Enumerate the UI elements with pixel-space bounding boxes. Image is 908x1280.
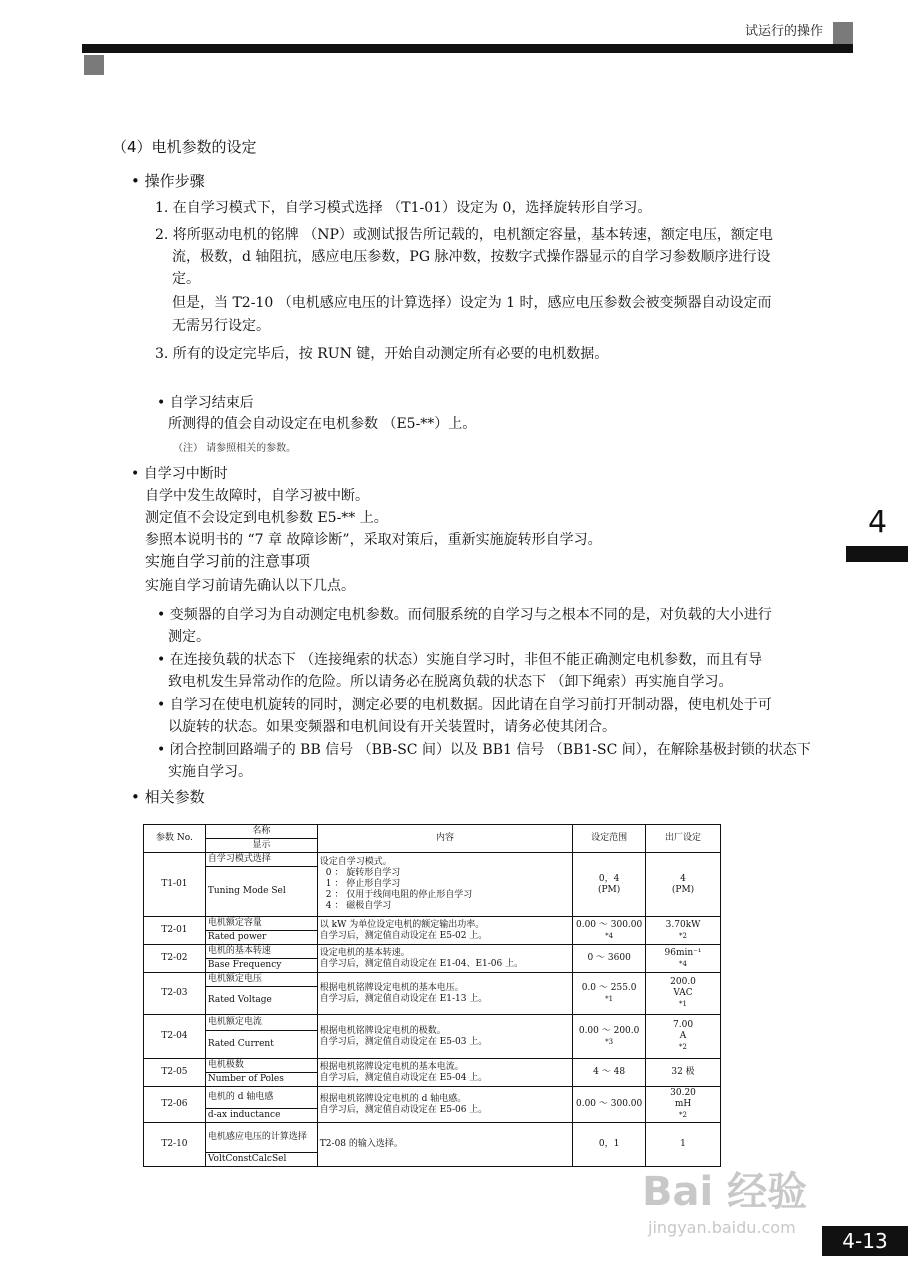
step-2-line: 但是，当 T2-10 （电机感应电压的计算选择）设定为 1 时，感应电压参数会被变频器自动设定而 [172, 295, 772, 311]
param-display: Rated Voltage [205, 987, 317, 1015]
after-text: 所测得的值会自动设定在电机参数 （E5-**）上。 [168, 416, 477, 432]
param-range: 4 ～ 48 [573, 1059, 646, 1087]
param-name: 电机额定电压 [205, 973, 317, 987]
param-content: 根据电机铭牌设定电机的 d 轴电感。 自学习后，测定值自动设定在 E5-06 上。 [317, 1087, 572, 1123]
param-range: 0，1 [573, 1123, 646, 1167]
param-default: 32 极 [646, 1059, 721, 1087]
param-name: 电机感应电压的计算选择 [205, 1123, 317, 1153]
after-note: （注） 请参照相关的参数。 [173, 443, 297, 454]
header-marker-left [84, 55, 104, 75]
chapter-number: 4 [868, 505, 888, 540]
step-2-line: 2. 将所驱动电机的铭牌 （NP）或测试报告所记载的，电机额定容量，基本转速，额定电压，额定电 [155, 227, 773, 243]
running-header: 试运行的操作 [744, 24, 823, 39]
param-content: T2-08 的输入选择。 [317, 1123, 572, 1167]
param-name: 自学习模式选择 [205, 853, 317, 867]
param-no: T1-01 [144, 853, 206, 917]
param-display: Number of Poles [205, 1073, 317, 1087]
param-default: 4 (PM) [646, 853, 721, 917]
related-heading: • 相关参数 [131, 788, 205, 806]
param-range: 0.00 ～ 300.00 *4 [573, 917, 646, 945]
note-bullet: • 自学习在使电机旋转的同时，测定必要的电机数据。因此请在自学习前打开制动器，使电机处于可 [157, 697, 772, 713]
param-name: 电机额定容量 [205, 917, 317, 931]
param-content: 设定电机的基本转速。 自学习后，测定值自动设定在 E1-04、E1-06 上。 [317, 945, 572, 973]
step-3: 3. 所有的设定完毕后，按 RUN 键，开始自动测定所有必要的电机数据。 [155, 346, 609, 362]
watermark-url: jingyan.baidu.com [648, 1218, 796, 1237]
param-no: T2-06 [144, 1087, 206, 1123]
param-content: 根据电机铭牌设定电机的基本电压。 自学习后，测定值自动设定在 E1-13 上。 [317, 973, 572, 1015]
header-marker [833, 22, 853, 44]
note-bullet: 以旋转的状态。如果变频器和电机间设有开关装置时，请务必使其闭合。 [168, 719, 616, 735]
param-content: 以 kW 为单位设定电机的额定输出功率。 自学习后，测定值自动设定在 E5-02 上。 [317, 917, 572, 945]
param-range: 0 ～ 3600 [573, 945, 646, 973]
param-default: 3.70kW *2 [646, 917, 721, 945]
param-no: T2-01 [144, 917, 206, 945]
param-display: Tuning Mode Sel [205, 867, 317, 917]
param-no: T2-02 [144, 945, 206, 973]
header-default: 出厂设定 [646, 825, 721, 853]
interrupt-heading: • 自学习中断时 [131, 466, 228, 482]
param-default: 30.20 mH *2 [646, 1087, 721, 1123]
header-content: 内容 [317, 825, 572, 853]
param-display: Rated power [205, 931, 317, 945]
header-rule [82, 44, 853, 53]
after-heading: • 自学习结束后 [157, 395, 254, 411]
header-no: 参数 No. [144, 825, 206, 853]
note-bullet: • 在连接负载的状态下 （连接绳索的状态）实施自学习时，非但不能正确测定电机参数，而且有导 [157, 652, 763, 668]
header-range: 设定范围 [573, 825, 646, 853]
page-number: 4-13 [822, 1226, 908, 1256]
param-no: T2-03 [144, 973, 206, 1015]
param-default: 1 [646, 1123, 721, 1167]
param-display: VoltConstCalcSel [205, 1153, 317, 1167]
steps-heading: • 操作步骤 [131, 172, 205, 190]
note-bullet: • 闭合控制回路端子的 BB 信号 （BB-SC 间）以及 BB1 信号 （BB1-SC 间），在解除基极封锁的状态下 [157, 742, 811, 758]
param-content: 根据电机铭牌设定电机的极数。 自学习后，测定值自动设定在 E5-03 上。 [317, 1015, 572, 1059]
parameter-table [143, 824, 721, 1167]
note-bullet: • 变频器的自学习为自动测定电机参数。而伺服系统的自学习与之根本不同的是，对负载的大小进行 [157, 607, 772, 623]
note-bullet: 实施自学习。 [168, 764, 252, 780]
header-name: 名称 [205, 825, 317, 839]
param-name: 电机额定电流 [205, 1015, 317, 1031]
param-default: 200.0 VAC *1 [646, 973, 721, 1015]
param-display: Base Frequency [205, 959, 317, 973]
chapter-bar [846, 546, 908, 562]
header-display: 显示 [205, 839, 317, 853]
param-no: T2-10 [144, 1123, 206, 1167]
interrupt-line: 自学中发生故障时，自学习被中断。 [145, 488, 369, 504]
step-2-line: 定。 [172, 271, 200, 287]
param-content: 设定自学习模式。 0 ： 旋转形自学习 1 ： 停止形自学习 2 ： 仅用于线间电阻的停止形自学习 4 ： 磁极自学习 [317, 853, 572, 917]
param-no: T2-05 [144, 1059, 206, 1087]
param-range: 0.00 ～ 300.00 [573, 1087, 646, 1123]
notes-heading: 实施自学习前的注意事项 [145, 552, 311, 570]
param-range: 0.00 ～ 200.0 *3 [573, 1015, 646, 1059]
param-no: T2-04 [144, 1015, 206, 1059]
param-default: 7.00 A *2 [646, 1015, 721, 1059]
param-content: 根据电机铭牌设定电机的基本电流。 自学习后，测定值自动设定在 E5-04 上。 [317, 1059, 572, 1087]
step-2-line: 流，极数，d 轴阻抗，感应电压参数，PG 脉冲数，按数字式操作器显示的自学习参数顺序进行设 [172, 249, 771, 265]
step-1: 1. 在自学习模式下，自学习模式选择 （T1-01）设定为 0，选择旋转形自学习。 [155, 200, 652, 216]
note-bullet: 致电机发生异常动作的危险。所以请务必在脱离负载的状态下 （卸下绳索）再实施自学习。 [168, 674, 733, 690]
interrupt-line: 测定值不会设定到电机参数 E5-** 上。 [145, 510, 388, 526]
param-name: 电机的 d 轴电感 [205, 1087, 317, 1109]
param-range: 0，4 (PM) [573, 853, 646, 917]
note-bullet: 测定。 [168, 629, 210, 645]
section-title: （4）电机参数的设定 [112, 138, 257, 156]
param-name: 电机的基本转速 [205, 945, 317, 959]
notes-intro: 实施自学习前请先确认以下几点。 [145, 578, 355, 594]
param-default: 96min⁻¹ *4 [646, 945, 721, 973]
step-2-line: 无需另行设定。 [172, 318, 270, 334]
param-display: Rated Current [205, 1031, 317, 1059]
interrupt-line: 参照本说明书的 “7 章 故障诊断”，采取对策后，重新实施旋转形自学习。 [145, 532, 602, 548]
param-display: d-ax inductance [205, 1109, 317, 1123]
watermark-logo: Bai 经验 [642, 1169, 808, 1215]
param-range: 0.0 ～ 255.0 *1 [573, 973, 646, 1015]
param-name: 电机极数 [205, 1059, 317, 1073]
